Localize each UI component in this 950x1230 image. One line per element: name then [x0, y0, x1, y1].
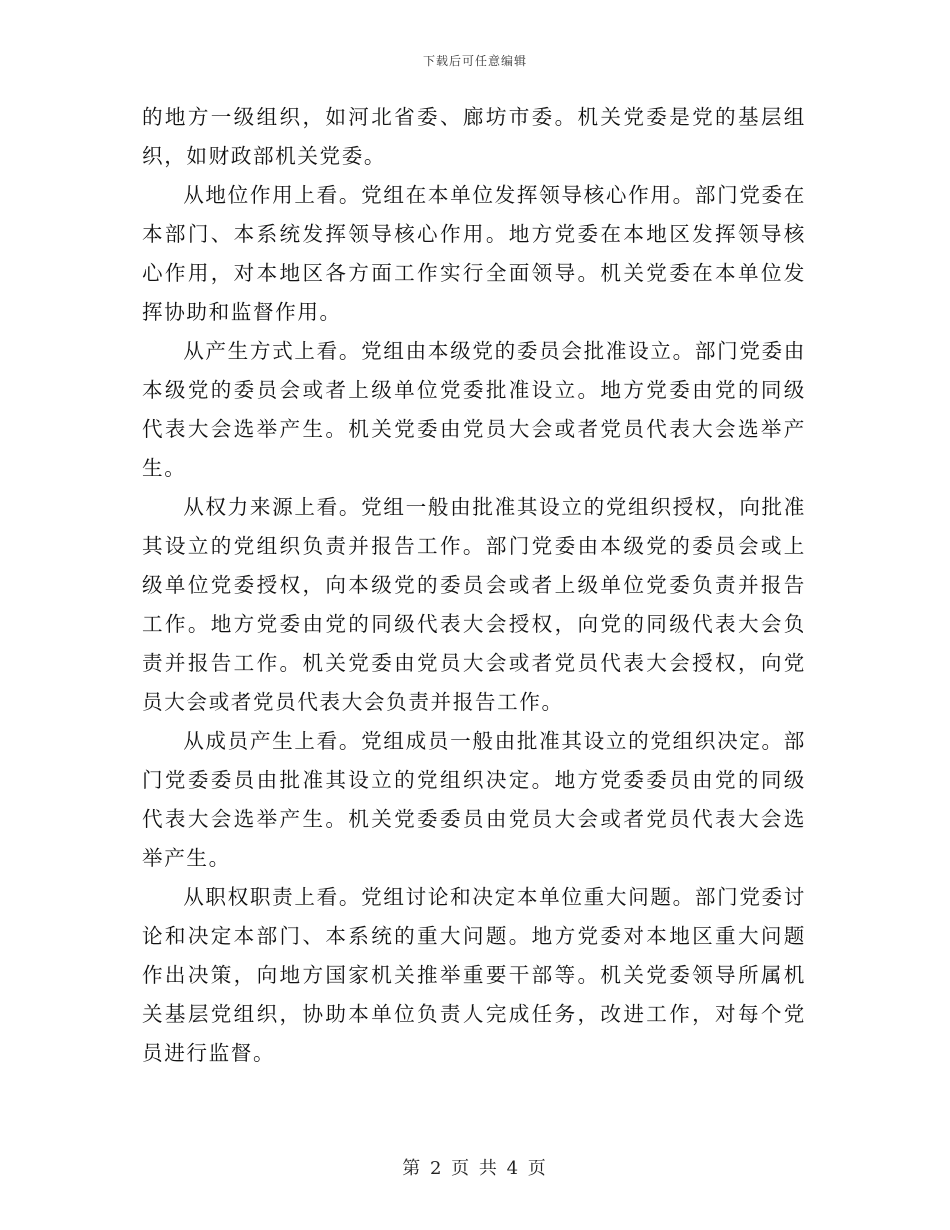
paragraph-power-source: 从权力来源上看。党组一般由批准其设立的党组织授权，向批准其设立的党组织负责并报告工作。部门党委由本级党的委员会或上级单位党委授权，向本级党的委员会或者上级单位党委负责并报告工作。地方党委由党的同级代表大会授权，向党的同级代表大会负责并报告工作。机关党委由党员大会或者党员代表大会授权，向党员大会或者党员代表大会负责并报告工作。	[142, 495, 806, 714]
paragraph-duties: 从职权职责上看。党组讨论和决定本单位重大问题。部门党委讨论和决定本部门、本系统的重大问题。地方党委对本地区重大问题作出决策，向地方国家机关推举重要干部等。机关党委领导所属机关基层党组织，协助本单位负责人完成任务，改进工作，对每个党员进行监督。	[142, 885, 806, 1065]
paragraph-formation-method: 从产生方式上看。党组由本级党的委员会批准设立。部门党委由本级党的委员会或者上级单位党委批准设立。地方党委由党的同级代表大会选举产生。机关党委由党员大会或者党员代表大会选举产生。	[142, 339, 806, 480]
page-header: 下载后可任意编辑	[422, 54, 527, 68]
paragraph-status-role: 从地位作用上看。党组在本单位发挥领导核心作用。部门党委在本部门、本系统发挥领导核心作用。地方党委在本地区发挥领导核心作用，对本地区各方面工作实行全面领导。机关党委在本单位发挥协助和监督作用。	[142, 183, 806, 324]
document-body	[142, 98, 806, 1073]
page-number: 第 2 页 共 4 页	[402, 1158, 548, 1179]
paragraph-member-selection: 从成员产生上看。党组成员一般由批准其设立的党组织决定。部门党委委员由批准其设立的党组织决定。地方党委委员由党的同级代表大会选举产生。机关党委委员由党员大会或者党员代表大会选举产生。	[142, 729, 806, 870]
paragraph-continuation: 的地方一级组织，如河北省委、廊坊市委。机关党委是党的基层组织，如财政部机关党委。	[142, 105, 806, 168]
